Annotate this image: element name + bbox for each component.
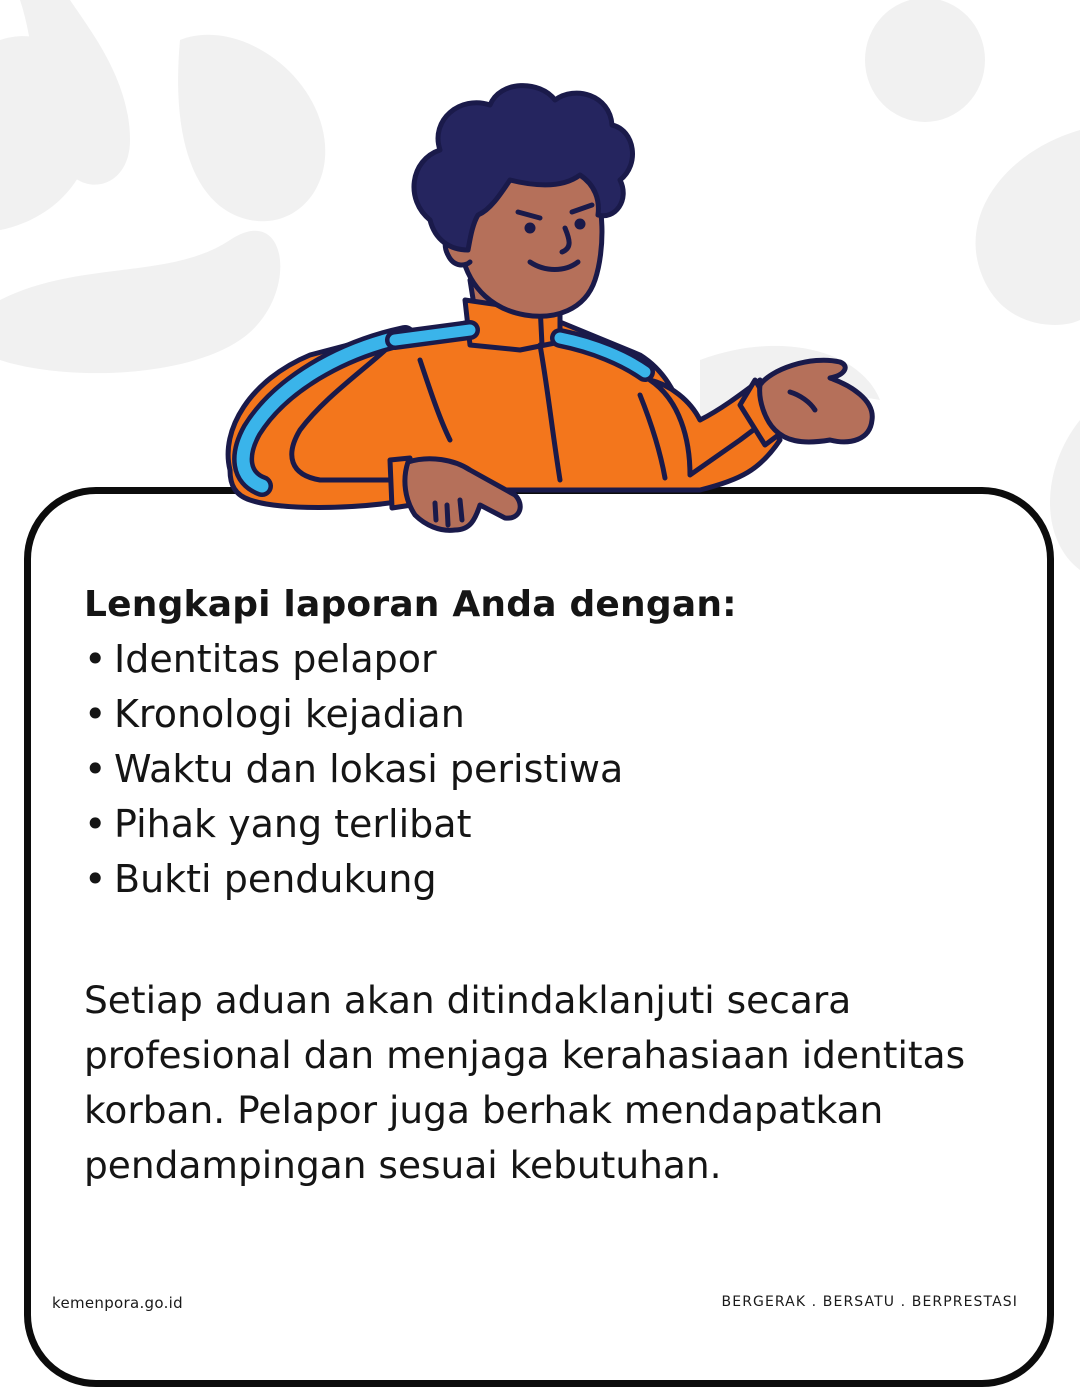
list-item-text: Pihak yang terlibat [114, 802, 472, 846]
bullet-icon: • [84, 857, 107, 901]
list-item [84, 687, 1044, 742]
list-item [84, 632, 1044, 687]
requirements-list [84, 632, 1044, 907]
list-item [84, 742, 1044, 797]
card-heading: Lengkapi laporan Anda dengan: [84, 584, 737, 625]
person-presenting-illustration [0, 0, 1080, 600]
list-item-text: Bukti pendukung [114, 857, 437, 901]
bullet-icon: • [84, 802, 107, 846]
list-item [84, 797, 1044, 852]
list-item-text: Identitas pelapor [114, 637, 437, 681]
bullet-icon: • [84, 692, 107, 736]
card-content [84, 578, 1044, 1193]
website-link[interactable]: kemenpora.go.id [52, 1294, 183, 1312]
list-item [84, 852, 1044, 907]
list-item-text: Kronologi kejadian [114, 692, 465, 736]
bullet-icon: • [84, 747, 107, 791]
list-item-text: Waktu dan lokasi peristiwa [114, 747, 624, 791]
bullet-icon: • [84, 637, 107, 681]
description-paragraph: Setiap aduan akan ditindaklanjuti secara profesional dan menjaga kerahasiaan identitas korban. Pelapor juga berhak mendapatkan pendampingan sesuai kebutuhan. [84, 978, 966, 1187]
tagline: BERGERAK . BERSATU . BERPRESTASI [721, 1294, 1018, 1310]
